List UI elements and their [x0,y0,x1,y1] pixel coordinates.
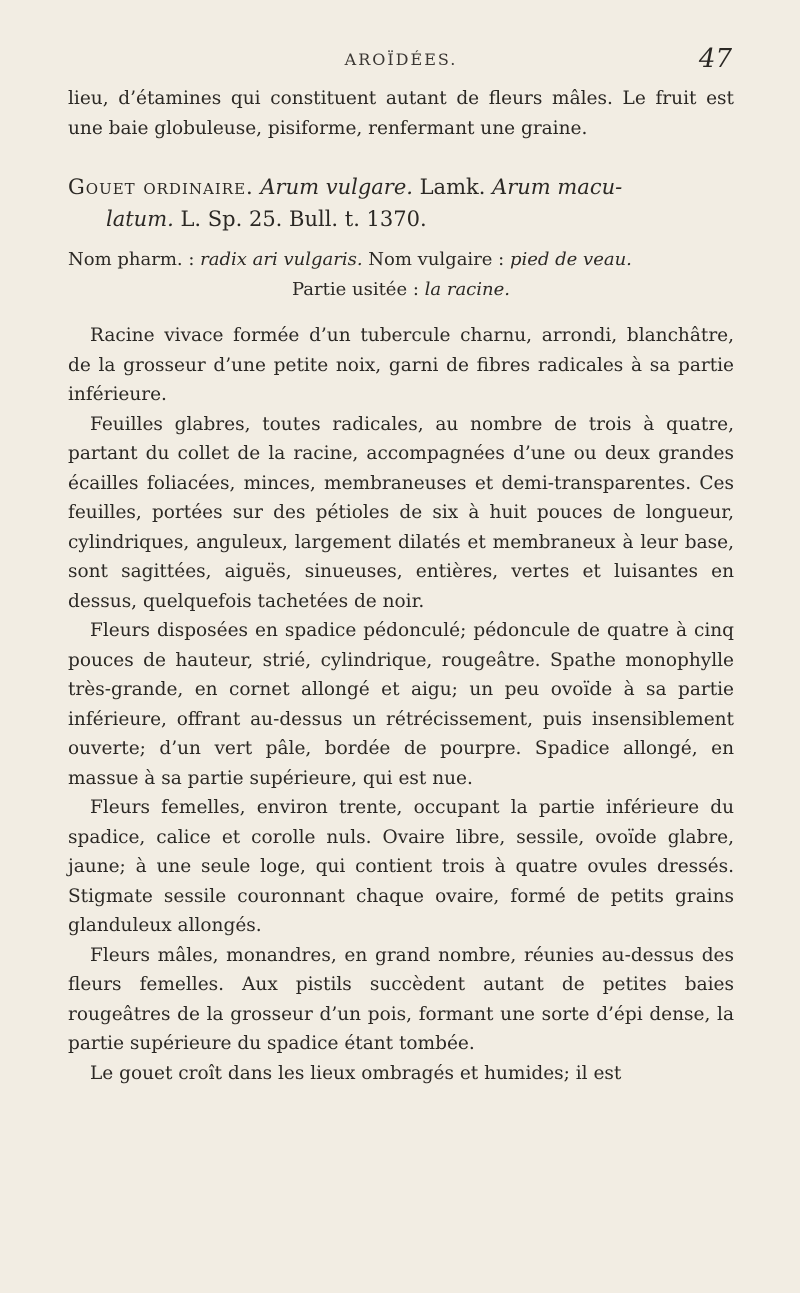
part-used: la racine. [424,279,510,300]
page-number: 47 [698,44,732,74]
entry-synonym-part1: Arum macu- [492,175,623,199]
vulgar-label: Nom vulgaire : [368,249,505,270]
pharm-names [68,245,734,305]
entry-common-name: Gouet ordinaire. [68,175,254,199]
paragraph-flowers: Fleurs disposées en spadice pédonculé; pédoncule de quatre à cinq pouces de hauteur, strié, cylindrique, rougeâtre. Spathe monophylle très-grande, en cornet allongé et aigu; un peu ovoïde à sa partie inférieure, offrant au-dessus un rétrécissement, puis insensiblement ouverte; d’un vert pâle, bordée de pourpre. Spadice allongé, en massue à sa partie supérieure, qui est nue. [68,620,734,789]
entry-synonym-part2: latum. [106,207,174,231]
page-header [68,44,734,84]
paragraph-habitat: Le gouet croît dans les lieux ombragés et humides; il est [90,1062,622,1084]
pharm-label: Nom pharm. : [68,249,195,270]
entry-title [68,171,734,235]
paragraph-root: Racine vivace formée d’un tubercule charnu, arrondi, blanchâtre, de la grosseur d’une petite noix, garni de fibres radicales à sa partie inférieure. [68,325,734,405]
part-label: Partie usitée : [291,279,419,300]
entry-reference: L. Sp. 25. Bull. t. 1370. [180,207,427,231]
paragraph-leaves: Feuilles glabres, toutes radicales, au nombre de trois à quatre, partant du collet de la racine, accompagnées d’une ou deux grandes écailles foliacées, minces, membraneuses et demi-transparentes. Ces feuilles, portées sur des pétioles de six à huit pouces de longueur, cylindriques, anguleux, largement dilatés et membraneux à leur base, sont sagittées, aiguës, sinueuses, entières, vertes et luisantes en dessus, quelquefois tachetées de noir. [68,413,734,612]
pharm-name: radix ari vulgaris. [200,249,363,270]
paragraph-male-flowers: Fleurs mâles, monandres, en grand nombre, réunies au-dessus des fleurs femelles. Aux pistils succèdent autant de petites baies rougeâtres de la grosseur d’un pois, formant une sorte d’épi dense, la partie supérieure du spadice étant tombée. [68,944,734,1054]
running-head: AROÏDÉES. [344,50,458,69]
vulgar-name: pied de veau. [509,249,632,270]
intro-paragraph: lieu, d’étamines qui constituent autant de fleurs mâles. Le fruit est une baie globuleuse, pisiforme, renfermant une graine. [68,88,734,139]
entry-latin-name: Arum vulgare. [260,175,413,199]
paragraph-female-flowers: Fleurs femelles, environ trente, occupant la partie inférieure du spadice, calice et corolle nuls. Ovaire libre, sessile, ovoïde glabre, jaune; à une seule loge, qui contient trois à quatre ovules dressés. Stigmate sessile couronnant chaque ovaire, formé de petits grains glanduleux allongés. [68,797,734,936]
entry-authority: Lamk. [419,175,486,199]
